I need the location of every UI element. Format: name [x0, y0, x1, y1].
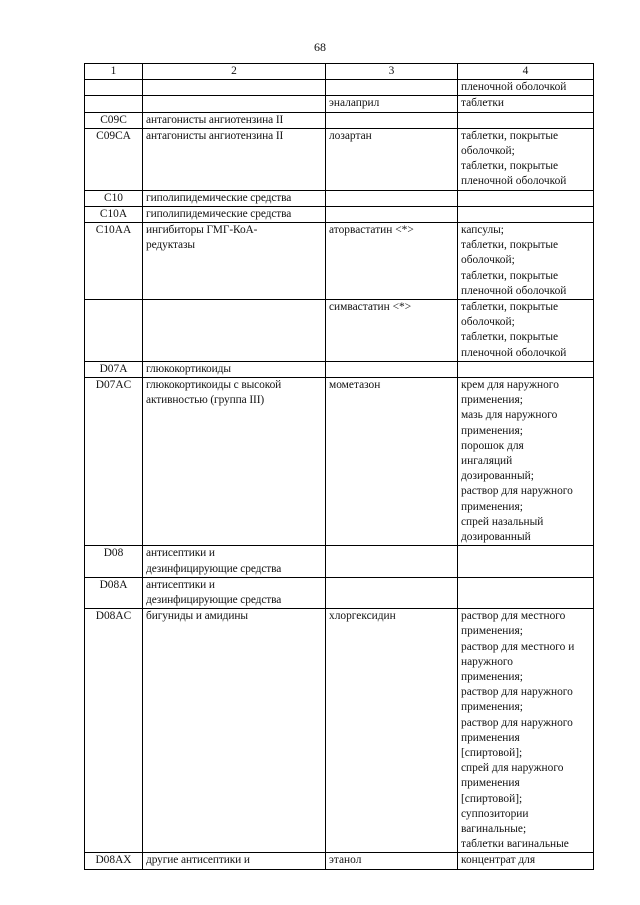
form-cell [458, 206, 594, 222]
group-cell [143, 300, 326, 362]
table-header-row [85, 64, 594, 80]
group-cell: гиполипидемические средства [143, 206, 326, 222]
table-row [85, 300, 594, 362]
form-cell [458, 577, 594, 608]
drug-cell [326, 112, 458, 128]
header-col-4: 4 [458, 64, 594, 80]
table-row [85, 80, 594, 96]
code-cell: D07AC [85, 378, 143, 546]
form-cell: концентрат для [458, 853, 594, 869]
group-cell [143, 96, 326, 112]
drug-cell [326, 190, 458, 206]
header-col-1: 1 [85, 64, 143, 80]
group-cell: антагонисты ангиотензина II [143, 112, 326, 128]
code-cell [85, 96, 143, 112]
table-row [85, 112, 594, 128]
table-row [85, 546, 594, 577]
group-cell: антисептики и дезинфицирующие средства [143, 577, 326, 608]
code-cell: D08A [85, 577, 143, 608]
code-cell: D07A [85, 361, 143, 377]
table-row [85, 853, 594, 869]
table-row [85, 190, 594, 206]
group-cell [143, 80, 326, 96]
header-col-2: 2 [143, 64, 326, 80]
code-cell: C10AA [85, 223, 143, 300]
drug-cell [326, 361, 458, 377]
form-cell: крем для наружного применения; мазь для наружного применения; порошок для ингаляций дозированный; раствор для наружного применения; спрей назальный дозированный [458, 378, 594, 546]
table-row [85, 223, 594, 300]
drug-cell: эналаприл [326, 96, 458, 112]
code-cell: C09C [85, 112, 143, 128]
form-cell: пленочной оболочкой [458, 80, 594, 96]
table-row [85, 96, 594, 112]
drug-cell: хлоргексидин [326, 609, 458, 853]
code-cell: D08 [85, 546, 143, 577]
group-cell: глюкокортикоиды с высокой активностью (группа III) [143, 378, 326, 546]
drug-cell: аторвастатин <*> [326, 223, 458, 300]
form-cell: капсулы; таблетки, покрытые оболочкой; таблетки, покрытые пленочной оболочкой [458, 223, 594, 300]
drug-cell: мометазон [326, 378, 458, 546]
group-cell: другие антисептики и [143, 853, 326, 869]
form-cell: раствор для местного применения; раствор для местного и наружного применения; раствор для наружного применения; раствор для наружного применения [спиртовой]; спрей для наружного применения [спиртовой]; суппозитории вагинальные; таблетки вагинальные [458, 609, 594, 853]
code-cell: D08AC [85, 609, 143, 853]
code-cell: C09CA [85, 128, 143, 190]
drug-cell: лозартан [326, 128, 458, 190]
drug-cell [326, 546, 458, 577]
table-row [85, 378, 594, 546]
code-cell: C10A [85, 206, 143, 222]
group-cell: гиполипидемические средства [143, 190, 326, 206]
table-row [85, 128, 594, 190]
table-row [85, 609, 594, 853]
group-cell: бигуниды и амидины [143, 609, 326, 853]
table-row [85, 206, 594, 222]
drug-table [84, 63, 594, 870]
group-cell: антагонисты ангиотензина II [143, 128, 326, 190]
group-cell: антисептики и дезинфицирующие средства [143, 546, 326, 577]
form-cell: таблетки [458, 96, 594, 112]
form-cell: таблетки, покрытые оболочкой; таблетки, покрытые пленочной оболочкой [458, 300, 594, 362]
form-cell [458, 546, 594, 577]
drug-cell: симвастатин <*> [326, 300, 458, 362]
drug-cell [326, 80, 458, 96]
drug-cell [326, 206, 458, 222]
drug-cell [326, 577, 458, 608]
table-row [85, 361, 594, 377]
form-cell [458, 112, 594, 128]
group-cell: глюкокортикоиды [143, 361, 326, 377]
code-cell: C10 [85, 190, 143, 206]
table-row [85, 577, 594, 608]
code-cell [85, 300, 143, 362]
group-cell: ингибиторы ГМГ-КоА- редуктазы [143, 223, 326, 300]
form-cell [458, 190, 594, 206]
header-col-3: 3 [326, 64, 458, 80]
page-number: 68 [314, 40, 326, 54]
form-cell [458, 361, 594, 377]
drug-cell: этанол [326, 853, 458, 869]
code-cell: D08AX [85, 853, 143, 869]
code-cell [85, 80, 143, 96]
form-cell: таблетки, покрытые оболочкой; таблетки, покрытые пленочной оболочкой [458, 128, 594, 190]
